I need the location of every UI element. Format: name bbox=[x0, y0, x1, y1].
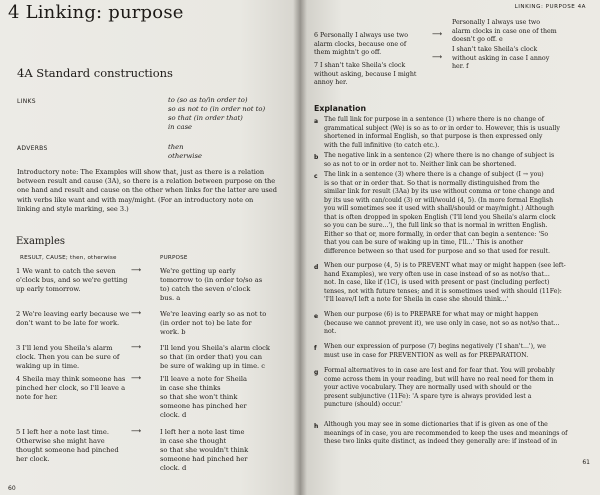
explanation-letter: d bbox=[314, 264, 319, 271]
introductory-note bbox=[17, 168, 285, 214]
example-line: (in order not to) be late for bbox=[160, 319, 252, 327]
example-line: someone has pinched her bbox=[160, 402, 247, 410]
example-line: be sure of waking up in time. c bbox=[160, 362, 266, 370]
explanation-line: 'I'll leave/I left a note for Sheila in case she should think...' bbox=[324, 296, 509, 303]
example-2-right bbox=[160, 310, 290, 337]
explanation-line: so you can be sure...'), the full link so that is normal in written English. bbox=[324, 222, 548, 229]
explanation-line: shortened in informal English, so that purpose is then expressed only bbox=[324, 133, 543, 140]
example-5-left bbox=[16, 428, 146, 464]
example-line: up early tomorrow. bbox=[16, 285, 81, 293]
example-line: pinched her clock, so I'll leave a bbox=[16, 384, 126, 392]
example-line: without asking in case I annoy bbox=[452, 54, 550, 62]
intro-line: linking and style marking, see 3.) bbox=[17, 204, 129, 213]
example-line: clock. d bbox=[160, 411, 187, 419]
example-line: tomorrow to (in order to/so as bbox=[160, 276, 263, 284]
adverbs-label: ADVERBS bbox=[17, 145, 48, 152]
explanation-line: When our purpose (6) is to PREPARE for what may or might happen bbox=[324, 311, 539, 318]
example-line: 4 Sheila may think someone has bbox=[16, 375, 126, 383]
explanation-line: that you can be sure of waking up in time, I'll...' This is another bbox=[324, 239, 524, 246]
example-line: so that she won't think bbox=[160, 393, 238, 401]
intro-line: with verbs like want and with may/might. (For an introductory note on bbox=[17, 195, 254, 204]
link-value: so as not to (in order not to) bbox=[168, 105, 266, 113]
link-value: to (so as to/in order to) bbox=[168, 96, 248, 104]
link-value: in case bbox=[168, 123, 193, 131]
adverb-value: then bbox=[168, 143, 184, 151]
explanation-f bbox=[324, 343, 586, 360]
explanation-line: puncture (should) occur.' bbox=[324, 401, 403, 408]
example-line: alarm clocks, because one of bbox=[314, 40, 407, 48]
explanation-line: The negative link in a sentence (2) where there is no change of subject is bbox=[324, 152, 555, 159]
example-line: bus. a bbox=[160, 294, 181, 302]
chapter-title: 4 Linking: purpose bbox=[8, 2, 184, 23]
page-number: 61 bbox=[582, 459, 590, 466]
example-line: Personally I always use two bbox=[452, 19, 541, 26]
explanation-d bbox=[324, 262, 586, 305]
links-label: LINKS bbox=[17, 98, 36, 105]
example-6-right bbox=[452, 19, 587, 45]
column-heading-purpose: PURPOSE bbox=[160, 255, 188, 261]
example-line: waking up in time. bbox=[16, 362, 80, 370]
column-heading-result: RESULT, CAUSE; then, otherwise bbox=[20, 255, 117, 261]
explanation-line: meanings of in case, you are recommended to keep the uses and meanings of bbox=[324, 429, 568, 437]
adverb-value: otherwise bbox=[168, 152, 202, 160]
explanation-line: Either so that or, more formally, in order that can begin a sentence: 'So bbox=[324, 230, 549, 238]
example-7-left bbox=[314, 62, 444, 88]
example-line: doesn't go off. e bbox=[452, 36, 503, 44]
explanation-line: present subjunctive (11Fe): 'A spare tyre is always provided lest a bbox=[324, 392, 532, 400]
adverbs-values bbox=[168, 143, 202, 161]
example-line: I left her a note last time bbox=[160, 428, 245, 436]
example-4-right bbox=[160, 375, 290, 420]
explanation-line: these two links quite distinct, as indeed they generally are: if instead of in bbox=[324, 438, 558, 445]
explanation-line: not. bbox=[324, 328, 337, 335]
explanation-line: difference between so that used for purpose and so that used for result. bbox=[324, 247, 550, 255]
explanation-letter: b bbox=[314, 154, 319, 161]
example-line: We're leaving early so as not to bbox=[160, 310, 267, 318]
example-4-left bbox=[16, 375, 146, 402]
explanation-line: tenses, not with future tenses; and it is sometimes used with should (11Fe): bbox=[324, 287, 562, 295]
explanation-line: grammatical subject (We) is so as to or in order to. However, this is usually bbox=[324, 124, 560, 132]
explanation-line: When our expression of purpose (7) begins negatively ('I shan't...'), we bbox=[324, 343, 546, 350]
explanation-line: When our purpose (4, 5) is to PREVENT what may or might happen (see left- bbox=[324, 262, 566, 269]
example-line: them mightn't go off. bbox=[314, 49, 382, 57]
explanation-g bbox=[324, 367, 586, 410]
explanation-line: The link in a sentence (3) where there is a change of subject (I → you) bbox=[324, 171, 544, 178]
example-6-left bbox=[314, 32, 444, 58]
example-line: alarm clocks in case one of them bbox=[452, 27, 557, 35]
arrow-icon: ⟶ bbox=[131, 266, 142, 274]
explanation-line: Formal alternatives to in case are lest and for fear that. You will probably bbox=[324, 367, 555, 374]
intro-line: between result and cause (3A), so there is a relation between purpose on the bbox=[17, 177, 276, 186]
explanation-line: similar link for result (3Aa) by its use without comma or tone change and bbox=[324, 188, 555, 195]
example-line: clock. Then you can be sure of bbox=[16, 353, 120, 361]
example-7-right bbox=[452, 46, 587, 72]
example-line: Otherwise she might have bbox=[16, 437, 105, 445]
explanation-line: by its use with can/could (3) or will/would (4, 5). (In more formal English bbox=[324, 196, 554, 204]
explanation-line: hand Examples), we very often use in case instead of so as not/so that... bbox=[324, 270, 550, 278]
explanation-letter: f bbox=[314, 345, 317, 352]
arrow-icon: ⟶ bbox=[432, 30, 443, 38]
explanation-line: come across them in your reading, but will have no real need for them in bbox=[324, 375, 554, 383]
explanation-letter: a bbox=[314, 118, 319, 125]
example-line: 7 I shan't take Sheila's clock bbox=[314, 62, 406, 69]
example-line: so that she wouldn't think bbox=[160, 446, 249, 454]
explanation-e bbox=[324, 311, 586, 337]
example-line: her. f bbox=[452, 63, 469, 71]
example-line: thought someone had pinched bbox=[16, 446, 119, 454]
right-page bbox=[300, 0, 600, 495]
example-line: 2 We're leaving early because we bbox=[16, 310, 130, 318]
explanation-a bbox=[324, 116, 586, 150]
example-5-right bbox=[160, 428, 290, 473]
intro-line: Introductory note: The Examples will show that, just as there is a relation bbox=[17, 168, 265, 176]
book-gutter-shadow bbox=[293, 0, 307, 495]
running-head: LINKING: PURPOSE 4A bbox=[514, 4, 586, 10]
example-1-right bbox=[160, 267, 290, 303]
example-line: so that (in order that) you can bbox=[160, 353, 263, 361]
example-line: don't want to be late for work. bbox=[16, 319, 120, 327]
explanation-line: must use in case for PREVENTION as well as for PREPARATION. bbox=[324, 351, 529, 359]
explanation-c bbox=[324, 171, 586, 256]
example-line: clock. d bbox=[160, 464, 187, 472]
example-line: her clock. bbox=[16, 455, 50, 463]
example-line: without asking, because I might bbox=[314, 70, 417, 78]
links-values bbox=[168, 96, 265, 132]
example-line: annoy her. bbox=[314, 79, 348, 87]
example-line: 5 I left her a note last time. bbox=[16, 428, 109, 436]
explanation-line: Although you may see in some dictionaries that if is given as one of the bbox=[324, 421, 548, 428]
example-1-left bbox=[16, 267, 146, 294]
explanation-letter: c bbox=[314, 173, 318, 180]
example-line: I shan't take Sheila's clock bbox=[452, 46, 538, 53]
example-line: someone had pinched her bbox=[160, 455, 248, 463]
example-line: work. b bbox=[160, 328, 186, 336]
example-line: note for her. bbox=[16, 393, 58, 401]
example-line: in case she thought bbox=[160, 437, 227, 445]
explanation-line: your active vocabulary. They are normally used with should or the bbox=[324, 384, 532, 391]
section-title: 4A Standard constructions bbox=[17, 66, 173, 80]
example-line: We're getting up early bbox=[160, 267, 236, 275]
explanation-letter: h bbox=[314, 423, 319, 430]
explanation-line: so as not to or in order not to. Neither link can be shortened. bbox=[324, 160, 517, 168]
explanation-line: you will sometimes see it used with shall/should or may/might.) Although bbox=[324, 205, 554, 212]
examples-heading: Examples bbox=[16, 236, 66, 247]
intro-line: one hand and result and cause on the other when links for the latter are used bbox=[17, 186, 277, 195]
example-3-left bbox=[16, 344, 146, 371]
explanation-h bbox=[324, 421, 586, 447]
arrow-icon: ⟶ bbox=[432, 53, 443, 61]
link-value: so that (in order that) bbox=[168, 114, 243, 122]
example-line: to) catch the seven o'clock bbox=[160, 285, 251, 293]
arrow-icon: ⟶ bbox=[131, 427, 142, 435]
example-line: I'll leave a note for Sheila bbox=[160, 375, 247, 383]
example-line: 1 We want to catch the seven bbox=[16, 267, 116, 275]
explanation-letter: e bbox=[314, 313, 319, 320]
arrow-icon: ⟶ bbox=[131, 343, 142, 351]
explanation-line: with the full infinitive (to catch etc.). bbox=[324, 141, 440, 149]
example-line: 6 Personally I always use two bbox=[314, 32, 409, 39]
arrow-icon: ⟶ bbox=[131, 309, 142, 317]
page-number: 60 bbox=[8, 485, 16, 492]
example-line: in case she thinks bbox=[160, 384, 221, 392]
explanation-line: The full link for purpose in a sentence (1) where there is no change of bbox=[324, 116, 545, 123]
example-line: o'clock bus, and so we're getting bbox=[16, 276, 128, 284]
example-2-left bbox=[16, 310, 146, 328]
explanation-line: is so that or in order that. So that is normally distinguished from the bbox=[324, 179, 540, 187]
explanation-line: (because we cannot prevent it), we use only in case, not so as not/so that... bbox=[324, 319, 560, 327]
example-line: 3 I'll lend you Sheila's alarm bbox=[16, 344, 113, 352]
explanation-line: not. In case, like if (1C), is used with present or past (including perfect) bbox=[324, 279, 550, 286]
explanation-b bbox=[324, 152, 586, 169]
example-line: I'll lend you Sheila's alarm clock bbox=[160, 344, 270, 352]
explanation-letter: g bbox=[314, 369, 319, 376]
explanation-line: that is often dropped in spoken English ('I'll lend you Sheila's alarm clock bbox=[324, 213, 556, 221]
example-3-right bbox=[160, 344, 290, 371]
explanation-heading: Explanation bbox=[314, 104, 366, 113]
arrow-icon: ⟶ bbox=[131, 374, 142, 382]
